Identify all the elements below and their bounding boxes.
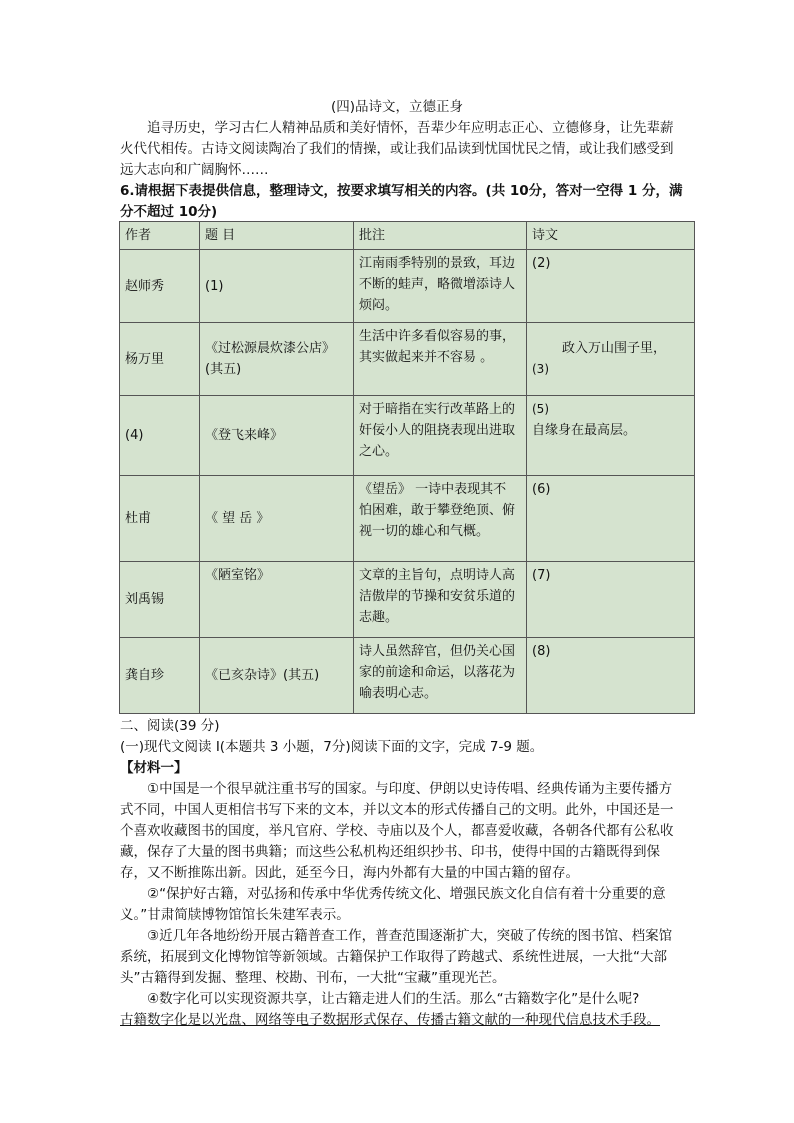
author-cell: 杨万里 <box>120 323 200 396</box>
section-heading: 二、阅读(39 分) <box>120 718 220 734</box>
title-cell: 《已亥杂诗》(其五) <box>200 638 354 714</box>
note-cell: 文章的主旨句，点明诗人高洁傲岸的节操和安贫乐道的志趣。 <box>354 562 527 638</box>
poem-cell <box>527 396 695 476</box>
poem-blank: (3) <box>532 362 549 376</box>
note-cell: 诗人虽然辞官，但仍关心国家的前途和命运，以落花为喻表明心志。 <box>354 638 527 714</box>
poem-line: 政入万山围子里， <box>562 341 667 356</box>
header-poem: 诗文 <box>527 222 695 250</box>
table-row <box>120 562 695 638</box>
poem-blank: (8) <box>527 638 695 714</box>
poem-blank: (7) <box>527 562 695 638</box>
question-number: 6. <box>120 183 135 199</box>
header-author: 作者 <box>120 222 200 250</box>
note-line: 《望岳》 一诗中表现其不 <box>359 482 507 497</box>
paragraph-4: ④数字化可以实现资源共享，让古籍走进人们的生活。那么“古籍数字化”是什么呢? <box>147 991 640 1007</box>
title-cell: (1) <box>200 250 354 323</box>
title-cell: 《陋室铭》 <box>200 562 354 638</box>
author-cell: 龚自珍 <box>120 638 200 714</box>
header-title: 题 目 <box>200 222 354 250</box>
note-line: 怕困难，敢于攀登绝顶、俯视一切的雄心和气概。 <box>359 503 516 539</box>
title-cell: 《 望 岳 》 <box>200 476 354 562</box>
author-cell: (4) <box>120 396 200 476</box>
header-note: 批注 <box>354 222 527 250</box>
poem-table <box>119 221 695 714</box>
author-cell: 杜甫 <box>120 476 200 562</box>
material-label: 【材料一】 <box>120 760 188 776</box>
table-row <box>120 638 695 714</box>
paragraph-4-definition: 古籍数字化是以光盘、网络等电子数据形式保存、传播古籍文献的一种现代信息技术手段。 <box>120 1012 660 1028</box>
table-row <box>120 323 695 396</box>
author-cell: 赵师秀 <box>120 250 200 323</box>
paragraph-3: ③近几年各地纷纷开展古籍普查工作，普查范围逐渐扩大，突破了传统的图书馆、档案馆系统，拓展到文化博物馆等新领域。古籍保护工作取得了跨越式、系统性进展，一大批“大部头”古籍得到发掘、整理、校勘、刊布，一大批“宝藏”重现光芒。 <box>120 928 673 986</box>
table-row <box>120 396 695 476</box>
table-header-row <box>120 222 695 250</box>
note-cell: 生活中许多看似容易的事，其实做起来并不容易 。 <box>354 323 527 396</box>
author-cell: 刘禹锡 <box>120 562 200 638</box>
question-6 <box>120 181 695 223</box>
poem-blank: (6) <box>527 476 695 562</box>
table-row <box>120 476 695 562</box>
section-title: (四)品诗文，立德正身 <box>330 99 464 115</box>
intro-paragraph: 追寻历史，学习古仁人精神品质和美好情怀，吾辈少年应明志正心、立德修身，让先辈薪火代代相传。古诗文阅读陶冶了我们的情操，或让我们品读到忧国忧民之情，或让我们感受到远大志向和广阔胸怀…… <box>120 120 674 178</box>
note-cell <box>354 476 527 562</box>
poem-cell <box>527 323 695 396</box>
poem-blank: (2) <box>527 250 695 323</box>
poem-line: 自缘身在最高层。 <box>532 423 637 438</box>
reading-section <box>120 716 690 779</box>
note-cell: 对于暗指在实行改革路上的奸佞小人的阻挠表现出进取之心。 <box>354 396 527 476</box>
title-cell: 《过松源晨炊漆公店》(其五) <box>200 323 354 396</box>
poem-blank: (5) <box>532 402 549 416</box>
paragraph-1: ①中国是一个很早就注重书写的国家。与印度、伊朗以史诗传唱、经典传诵为主要传播方式不同，中国人更相信书写下来的文本，并以文本的形式传播自己的文明。此外，中国还是一个喜欢收藏图书的国度，举凡官府、学校、寺庙以及个人，都喜爱收藏，各朝各代都有公私收藏，保存了大量的图书典籍；而这些公私机构还组织抄书、印书，使得中国的古籍既得到保存，又不断推陈出新。因此，延至今日，海内外都有大量的中国古籍的留存。 <box>120 781 674 881</box>
paragraph-2: ②“保护好古籍，对弘扬和传承中华优秀传统文化、增强民族文化自信有着十分重要的意义。”甘肃简牍博物馆馆长朱建军表示。 <box>120 886 666 923</box>
question-text: 请根据下表提供信息，整理诗文，按要求填写相关的内容。(共 10分，答对一空得 1 分，满分不超过 10分) <box>120 183 683 220</box>
subsection-heading: (一)现代文阅读 I(本题共 3 小题，7分)阅读下面的文字，完成 7-9 题。 <box>120 739 544 755</box>
table-row <box>120 250 695 323</box>
title-cell: 《登飞来峰》 <box>200 396 354 476</box>
note-cell: 江南雨季特别的景致，耳边不断的蛙声，略微增添诗人烦闷。 <box>354 250 527 323</box>
